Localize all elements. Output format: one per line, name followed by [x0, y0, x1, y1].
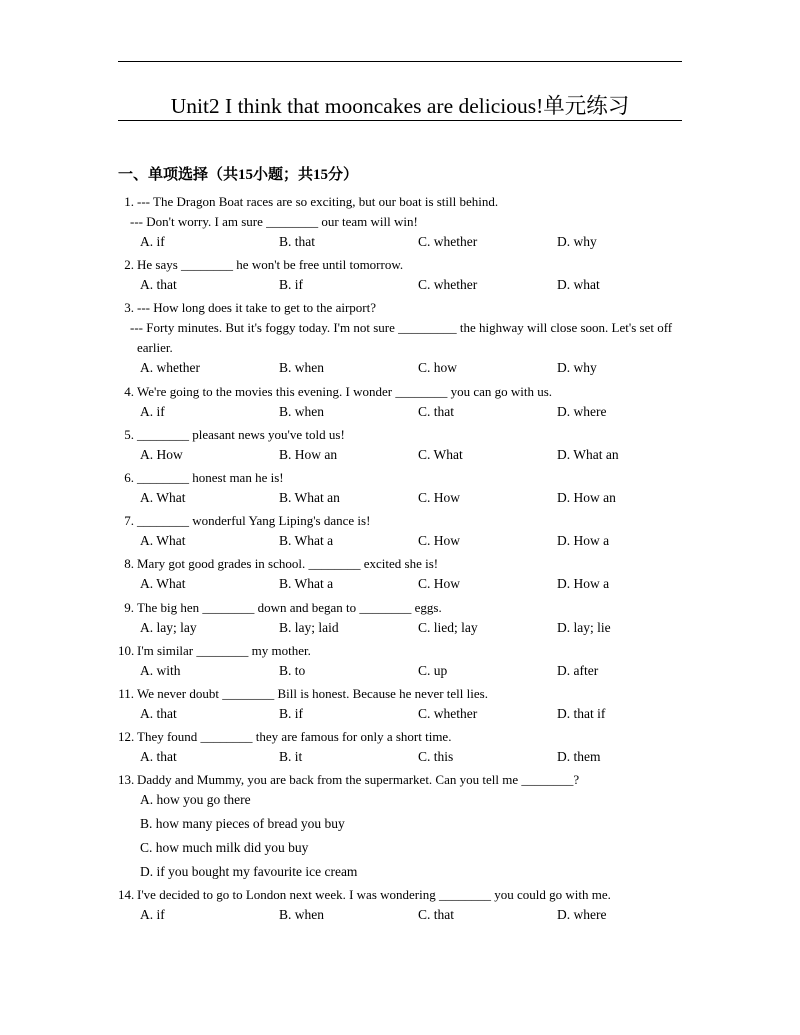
- option-a: A. that: [140, 705, 177, 721]
- option-b: B. if: [279, 705, 304, 721]
- answer-options: [118, 618, 738, 638]
- question-stem-continuation: --- Forty minutes. But it's foggy today. I'm not sure _________ the highway will close soon. Let's set off: [130, 320, 673, 336]
- question-stem: --- The Dragon Boat races are so exciting, but our boat is still behind.: [137, 194, 499, 209]
- question-1: [118, 192, 738, 252]
- option-a: A. if: [140, 403, 165, 419]
- option-d: D. What an: [557, 446, 619, 462]
- question-7: [118, 511, 738, 551]
- option-d: D. where: [557, 403, 607, 419]
- option-a: A. What: [140, 489, 186, 505]
- option-a: A. that: [140, 749, 177, 765]
- option-d: D. lay; lie: [557, 619, 611, 635]
- question-number: 4.: [124, 383, 134, 399]
- question-stem-line: [118, 425, 738, 445]
- option-a: A. how you go there: [140, 792, 251, 808]
- page-title: Unit2 I think that mooncakes are delicious!单元练习: [170, 94, 630, 118]
- question-12: [118, 727, 738, 767]
- question-stem-continuation: earlier.: [137, 340, 173, 356]
- question-stem-line: [118, 885, 738, 905]
- question-number: 1.: [124, 194, 134, 209]
- option-a: A. whether: [140, 360, 200, 376]
- option-c: C. whether: [418, 277, 478, 293]
- question-6: [118, 468, 738, 508]
- question-stem: He says ________ he won't be free until tomorrow.: [137, 257, 404, 273]
- question-14: [118, 885, 738, 925]
- option-d: D. why: [557, 360, 597, 376]
- question-stem-line: [118, 598, 738, 618]
- question-stem-line: [118, 727, 738, 747]
- answer-options: [118, 574, 738, 594]
- question-number: 5.: [124, 426, 134, 442]
- question-stem-continuation: --- Don't worry. I am sure ________ our team will win!: [130, 214, 418, 229]
- question-stem: ________ pleasant news you've told us!: [137, 426, 345, 442]
- question-number: 14.: [118, 886, 135, 902]
- answer-options: [118, 275, 738, 295]
- option-c: C. this: [418, 749, 454, 765]
- question-stem: The big hen ________ down and began to ________ eggs.: [137, 599, 442, 615]
- answer-options: [118, 905, 738, 925]
- option-c: C. whether: [418, 705, 478, 721]
- title-underline: [118, 120, 682, 121]
- question-stem-line: [118, 382, 738, 402]
- answer-options: [118, 788, 738, 884]
- question-stem: ________ honest man he is!: [137, 469, 284, 485]
- question-stem: --- How long does it take to get to the airport?: [137, 300, 376, 316]
- option-b: B. How an: [279, 446, 338, 462]
- option-c: C. How: [418, 489, 461, 505]
- option-c: C. What: [418, 446, 463, 462]
- option-a: A. What: [140, 576, 186, 592]
- option-b: B. What a: [279, 533, 334, 549]
- question-stem-line: [118, 192, 738, 212]
- option-a: A. that: [140, 277, 177, 293]
- answer-options: [118, 445, 738, 465]
- section-heading: 一、单项选择（共15小题；共15分）: [118, 167, 359, 183]
- option-d: D. that if: [557, 705, 606, 721]
- option-b: B. when: [279, 360, 324, 376]
- question-number: 13.: [118, 772, 135, 788]
- answer-options: [118, 704, 738, 724]
- option-c: C. How: [418, 576, 461, 592]
- option-a: A. with: [140, 662, 181, 678]
- option-c: C. that: [418, 403, 454, 419]
- option-d: D. if you bought my favourite ice cream: [140, 864, 358, 880]
- question-number: 8.: [124, 556, 134, 572]
- option-a: A. lay; lay: [140, 619, 197, 635]
- option-b: B. What an: [279, 489, 340, 505]
- option-b: B. if: [279, 277, 304, 293]
- question-stem: Daddy and Mummy, you are back from the supermarket. Can you tell me ________?: [137, 772, 580, 788]
- answer-options: [118, 232, 738, 252]
- option-b: B. when: [279, 403, 324, 419]
- option-b: B. how many pieces of bread you buy: [140, 816, 345, 832]
- option-c: C. How: [418, 533, 461, 549]
- option-c: C. how much milk did you buy: [140, 840, 309, 856]
- question-9: [118, 598, 738, 638]
- option-d: D. them: [557, 749, 601, 765]
- question-3: [118, 298, 738, 378]
- question-stem-line: [118, 255, 738, 275]
- answer-options: [118, 488, 738, 508]
- question-stem-line: [118, 468, 738, 488]
- question-stem-line: [118, 770, 738, 790]
- option-a: A. if: [140, 906, 165, 922]
- question-8: [118, 554, 738, 594]
- option-d: D. How a: [557, 576, 610, 592]
- question-number: 2.: [124, 257, 134, 273]
- option-b: B. that: [279, 234, 315, 249]
- question-stem: I'm similar ________ my mother.: [137, 642, 311, 658]
- answer-options: [118, 358, 738, 378]
- question-4: [118, 382, 738, 422]
- option-c: C. how: [418, 360, 458, 376]
- question-number: 6.: [124, 469, 134, 485]
- answer-options: [118, 402, 738, 422]
- question-number: 9.: [124, 599, 134, 615]
- question-5: [118, 425, 738, 465]
- question-number: 10.: [118, 642, 135, 658]
- answer-options: [118, 661, 738, 681]
- question-stem-line: [118, 298, 738, 318]
- option-c: C. that: [418, 906, 454, 922]
- question-stem-line: [118, 554, 738, 574]
- option-d: D. after: [557, 662, 599, 678]
- option-c: C. up: [418, 662, 448, 678]
- question-13: [118, 770, 738, 884]
- option-c: C. whether: [418, 234, 478, 249]
- option-c: C. lied; lay: [418, 619, 478, 635]
- option-d: D. where: [557, 906, 607, 922]
- question-number: 11.: [118, 685, 134, 701]
- question-stem: We're going to the movies this evening. I wonder ________ you can go with us.: [137, 383, 553, 399]
- question-stem: ________ wonderful Yang Liping's dance is!: [137, 513, 371, 529]
- question-number: 7.: [124, 513, 134, 529]
- option-b: B. when: [279, 906, 324, 922]
- question-11: [118, 684, 738, 724]
- question-number: 12.: [118, 729, 135, 745]
- question-10: [118, 641, 738, 681]
- question-stem: Mary got good grades in school. ________ excited she is!: [137, 556, 439, 572]
- question-2: [118, 255, 738, 295]
- option-b: B. it: [279, 749, 303, 765]
- option-b: B. What a: [279, 576, 334, 592]
- option-a: A. if: [140, 234, 165, 249]
- question-list: [118, 192, 738, 928]
- question-stem: We never doubt ________ Bill is honest. Because he never tell lies.: [137, 685, 488, 701]
- header-rule: [118, 61, 682, 62]
- question-stem: I've decided to go to London next week. I was wondering ________ you could go with me.: [137, 886, 611, 902]
- question-stem-line: [118, 641, 738, 661]
- question-stem-line: [118, 511, 738, 531]
- question-stem: They found ________ they are famous for only a short time.: [137, 729, 452, 745]
- option-d: D. How a: [557, 533, 610, 549]
- option-b: B. to: [279, 662, 306, 678]
- option-a: A. How: [140, 446, 183, 462]
- option-d: D. How an: [557, 489, 616, 505]
- option-d: D. what: [557, 277, 600, 293]
- question-stem-line: [118, 684, 738, 704]
- option-b: B. lay; laid: [279, 619, 339, 635]
- answer-options: [118, 747, 738, 767]
- question-number: 3.: [124, 300, 134, 316]
- option-d: D. why: [557, 234, 597, 249]
- answer-options: [118, 531, 738, 551]
- option-a: A. What: [140, 533, 186, 549]
